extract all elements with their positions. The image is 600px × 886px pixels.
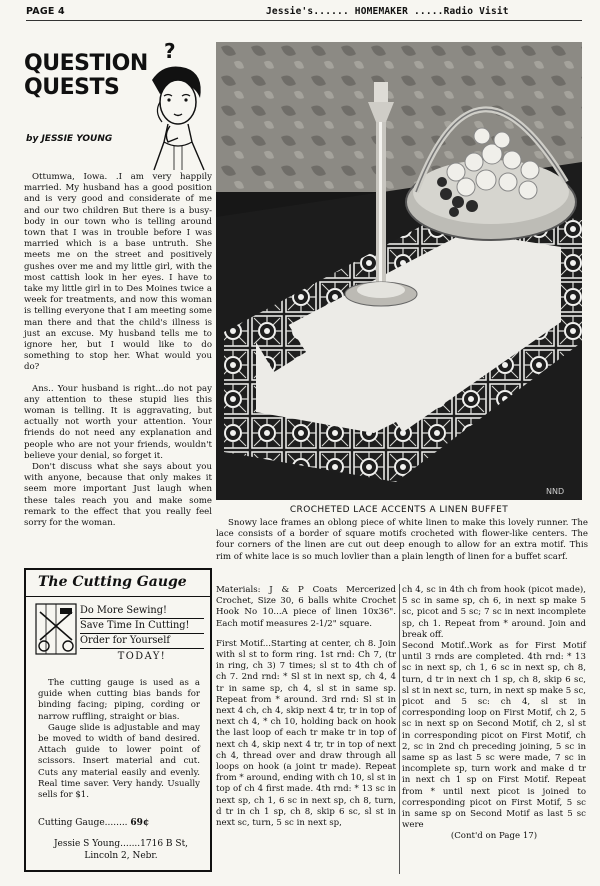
second-motif-paragraph: Second Motif..Work as for First Motif until 3 rnds are completed. 4th rnd: * 13 sc in next sp, ch 1, 6 sc in next sp, ch 8, turn, d tr in next ch 1 sp, ch 8, skip 6 sc, sl st in next sc, turn, in next sp make 5 sc, picot and 5 sc: ch 4, sl st in corresponding loop on First Motif, ch 2, 5 sc in next sp on Second Motif, ch 2, sl st in corresponding picot on First Motif, ch 2, sc in 2nd ch preceding joining, 5 sc in same sp as last 5 sc were made, 7 sc in incomplete sp, turn work and make d tr in next ch 1 sp on First Motif. Repeat from * until next picot is joined to corresponding picot on First Motif, 5 sc in same sp on Second Motif as last 5 sc were (402, 641, 586, 831)
address-line1: Jessie S Young.......1716 B St, (53, 839, 189, 849)
slogan-2: Save Time In Cutting! (80, 619, 204, 634)
header-rule (26, 20, 582, 21)
answer-paragraph-2: Don't discuss what she says about you with anyone, because that only makes it seem more important Just laugh when these tales reach you and make some remark to the effect that you really feel sorry for the woman. (24, 462, 212, 529)
price-value: 69¢ (130, 818, 150, 828)
column-title-line1: QUESTION (24, 51, 148, 76)
photo-caption-title: CROCHETED LACE ACCENTS A LINEN BUFFET (289, 505, 509, 515)
caption-paragraph: Snowy lace frames an oblong piece of white linen to make this lovely runner. The lace consists of a border of square motifs crocheted with flower-like centers. The four corners of the linen are cut out deep enough to allow for an extra motif. This rim of white lace is so much lovlier than a plain length of linen for a buffet scarf. (216, 518, 588, 562)
continued-note: (Cont'd on Page 17) (450, 831, 538, 842)
first-motif-continued: ch 4, sc in 4th ch from hook (picot made), 5 sc in same sp, ch 6, in next sp make 5 sc, picot and 5 sc; 7 sc in next incomplete sp, ch 1. Repeat from * around. Join and break off. (402, 585, 586, 640)
reader-letter: Ottumwa, Iowa. .I am very happily married. My husband has a good position and is very good and considerate of me and our two children But there is a busy-body in our town who is telling around town that I was in trouble before I was married which is a base untruth. She meets me on the street and positively gushes over me and my little girl, with the most cattish look in her eyes. I have to take my little girl in to Des Moines twice a week for treatments, and now this woman is telling everyone that I am meeting some man there and that the child's illness is just an excuse. My husband tells me to ignore her, but I would like to do something to stop her. What would you do? (24, 172, 212, 373)
crochet-instructions-col1 (216, 585, 396, 829)
page-number: PAGE 4 (26, 6, 65, 17)
question-quests-article (24, 172, 212, 529)
column-title-line2: QUESTS (24, 75, 120, 100)
column-divider (399, 584, 400, 874)
ad-price (38, 818, 149, 828)
ad-address (38, 838, 204, 862)
price-label: Cutting Gauge........ (38, 818, 128, 828)
materials-paragraph: Materials: J & P Coats Mercerized Crochet, Size 30, 6 balls white Crochet Hook No 10...A piece of linen 10x36". Each motif measures 2-1/2" square. (216, 585, 396, 629)
ad-title: The Cutting Gauge (38, 574, 187, 590)
running-title: Jessie's...... HOMEMAKER .....Radio Visit (266, 6, 509, 17)
photo-caption-body (216, 518, 588, 563)
photo-mark: NND (546, 487, 565, 496)
first-motif-paragraph: First Motif...Starting at center, ch 8. Join with sl st to form ring. 1st rnd: Ch 7, (tr in ring, ch 3) 7 times; sl st to 4th ch of ch 7. 2nd rnd: * Sl st in next sp, ch 4, 4 tr in same sp, ch 4, sl st in same sp. Repeat from * around. 3rd rnd: Sl st in next 4 ch, ch 4, skip next 4 tr, tr in top of next ch 4, * ch 10, holding back on hook the last loop of each tr make tr in top of next ch 4, skip next 4 tr, tr in top of next ch 4, thread over and draw through all loops on hook (a joint tr made). Repeat from * around, ending with ch 10, sl st in top of ch 4 first made. 4th rnd: * 13 sc in next sp, ch 1, 6 sc in next sp, ch 8, turn, d tr in ch 1 sp, ch 8, skip 6 sc, sl st in next sc, turn, 5 sc in next sp, (216, 638, 396, 829)
address-line2: Lincoln 2, Nebr. (84, 851, 158, 861)
slogan-1: Do More Sewing! (80, 604, 204, 619)
ad-description (38, 678, 200, 801)
ad-description-2: Gauge slide is adjustable and may be moved to width of band desired. Attach guide to lower point of scissors. Insert material and cut. Cuts any material easily and evenly. Real time saver. Very handy. Usually sells for $1. (38, 722, 200, 801)
svg-text:?: ? (164, 42, 176, 63)
column-title (24, 52, 148, 100)
slogan-3: Order for Yourself (80, 634, 204, 649)
crochet-instructions-col2 (402, 585, 586, 843)
ad-title-rule (26, 596, 210, 597)
buffet-runner-photo (216, 42, 582, 500)
ad-slogans (80, 604, 204, 664)
thinking-woman-illustration (134, 42, 214, 172)
cutting-gauge-illustration (34, 600, 80, 658)
byline: by JESSIE YOUNG (26, 134, 113, 144)
answer-paragraph: Ans.. Your husband is right...do not pay any attention to these stupid lies this woman is telling. It is aggravating, but actually not worth your attention. Your friends do not need any explanation and people who are not your friends, wouldn't believe your denial, so forget it. (24, 383, 212, 461)
slogan-4: TODAY! (117, 651, 167, 662)
question-quests-heading (24, 42, 204, 172)
photo-illustration (216, 42, 582, 500)
ad-description-1: The cutting gauge is used as a guide when cutting bias bands for binding facing; piping, cording or narrow ruffling, straight or bias. (38, 678, 200, 722)
cutting-gauge-ad (24, 568, 212, 872)
page-header (26, 6, 582, 20)
